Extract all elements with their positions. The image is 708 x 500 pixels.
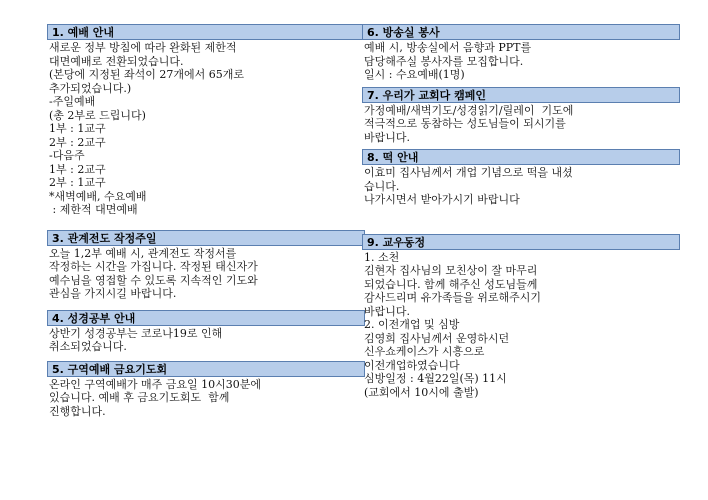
body-line: 취소되었습니다. — [49, 340, 127, 353]
section-body — [362, 103, 680, 147]
body-line: -주일예배 — [49, 95, 96, 108]
body-line: 대면예배로 전환되었습니다. — [49, 54, 184, 68]
body-line: 습니다. — [364, 179, 400, 193]
body-line: : 제한적 대면예배 — [49, 203, 138, 216]
body-line: (본당에 지정된 좌석이 27개에서 65개로 — [49, 68, 245, 81]
body-line: 신우쇼케이스가 시흥으로 — [364, 345, 485, 358]
body-line: 진행합니다. — [49, 404, 106, 418]
body-line: 1부 : 2교구 — [49, 162, 106, 176]
body-line: 1부 : 1교구 — [49, 122, 106, 135]
body-line: 김영희 집사님께서 운영하시던 — [364, 331, 510, 345]
body-line: 심방일정 : 4월22일(목) 11시 — [364, 372, 507, 385]
notice-section — [362, 24, 680, 84]
section-body — [47, 377, 365, 421]
body-line: 나가시면서 받아가시기 바랍니다 — [364, 193, 520, 206]
body-line: 김현자 집사님의 모친상이 잘 마무리 — [364, 264, 538, 277]
section-title: 1. 예배 안내 — [47, 24, 365, 40]
body-line: 바랍니다. — [364, 130, 411, 144]
body-line: 가정예배/새벽기도/성경읽기/릴레이 기도에 — [364, 103, 574, 117]
body-line: 2부 : 1교구 — [49, 176, 106, 189]
section-title: 5. 구역예배 금요기도회 — [47, 361, 365, 377]
body-line: (총 2부로 드립니다) — [49, 108, 146, 122]
body-line: 추가되었습니다.) — [49, 81, 132, 95]
notice-section — [47, 361, 365, 421]
body-line: 있습니다. 예배 후 금요기도회도 함께 — [49, 391, 230, 404]
section-body — [362, 250, 680, 402]
body-line: 담당해주실 봉사자를 모집합니다. — [364, 54, 524, 68]
body-line: 상반기 성경공부는 코로나19로 인해 — [49, 326, 223, 340]
body-line: 적극적으로 동참하는 성도님들이 되시기를 — [364, 117, 566, 130]
body-line: 관심을 가지시길 바랍니다. — [49, 287, 177, 300]
body-line: 예수님을 영접할 수 있도록 지속적인 기도와 — [49, 273, 258, 287]
section-body — [47, 40, 365, 219]
body-line: 이효미 집사님께서 개업 기념으로 떡을 내셨 — [364, 166, 573, 179]
body-line: 2부 : 2교구 — [49, 135, 106, 149]
section-title: 7. 우리가 교회다 캠페인 — [362, 87, 680, 103]
body-line: 새로운 정부 방침에 따라 완화된 제한적 — [49, 41, 237, 54]
body-line: 예배 시, 방송실에서 음향과 PPT를 — [364, 41, 532, 54]
section-body — [362, 40, 680, 84]
body-line: (교회에서 10시에 출발) — [364, 385, 479, 399]
body-line: -다음주 — [49, 149, 85, 162]
body-line: 감사드리며 유가족들을 위로해주시기 — [364, 291, 542, 304]
body-line: 이전개업하였습니다 — [364, 358, 460, 372]
body-line: 되었습니다. 함께 해주신 성도님들께 — [364, 277, 538, 291]
section-body — [47, 246, 365, 303]
notice-section — [47, 24, 365, 219]
section-title: 8. 떡 안내 — [362, 149, 680, 165]
notice-section — [362, 149, 680, 209]
notice-section — [47, 230, 365, 303]
body-line: 작정하는 시간을 가집니다. 작정된 태신자가 — [49, 260, 258, 273]
notice-section — [362, 234, 680, 402]
body-line: 2. 이전개업 및 심방 — [364, 318, 460, 331]
section-body — [362, 165, 680, 209]
section-title: 4. 성경공부 안내 — [47, 310, 365, 326]
section-title: 9. 교우동정 — [362, 234, 680, 250]
right-column — [362, 24, 680, 404]
body-line: 바랍니다. — [364, 304, 411, 318]
section-title: 6. 방송실 봉사 — [362, 24, 680, 40]
body-line: 오늘 1,2부 예배 시, 관계전도 작정서를 — [49, 246, 237, 260]
section-body — [47, 326, 365, 356]
section-title: 3. 관계전도 작정주일 — [47, 230, 365, 246]
body-line: 1. 소천 — [364, 250, 400, 264]
body-line: 온라인 구역예배가 매주 금요일 10시30분에 — [49, 377, 261, 391]
body-line: *새벽예배, 수요예배 — [49, 189, 147, 203]
left-column — [47, 24, 365, 423]
body-line: 일시 : 수요예배(1명) — [364, 68, 465, 81]
notice-section — [362, 87, 680, 147]
notice-section — [47, 310, 365, 356]
